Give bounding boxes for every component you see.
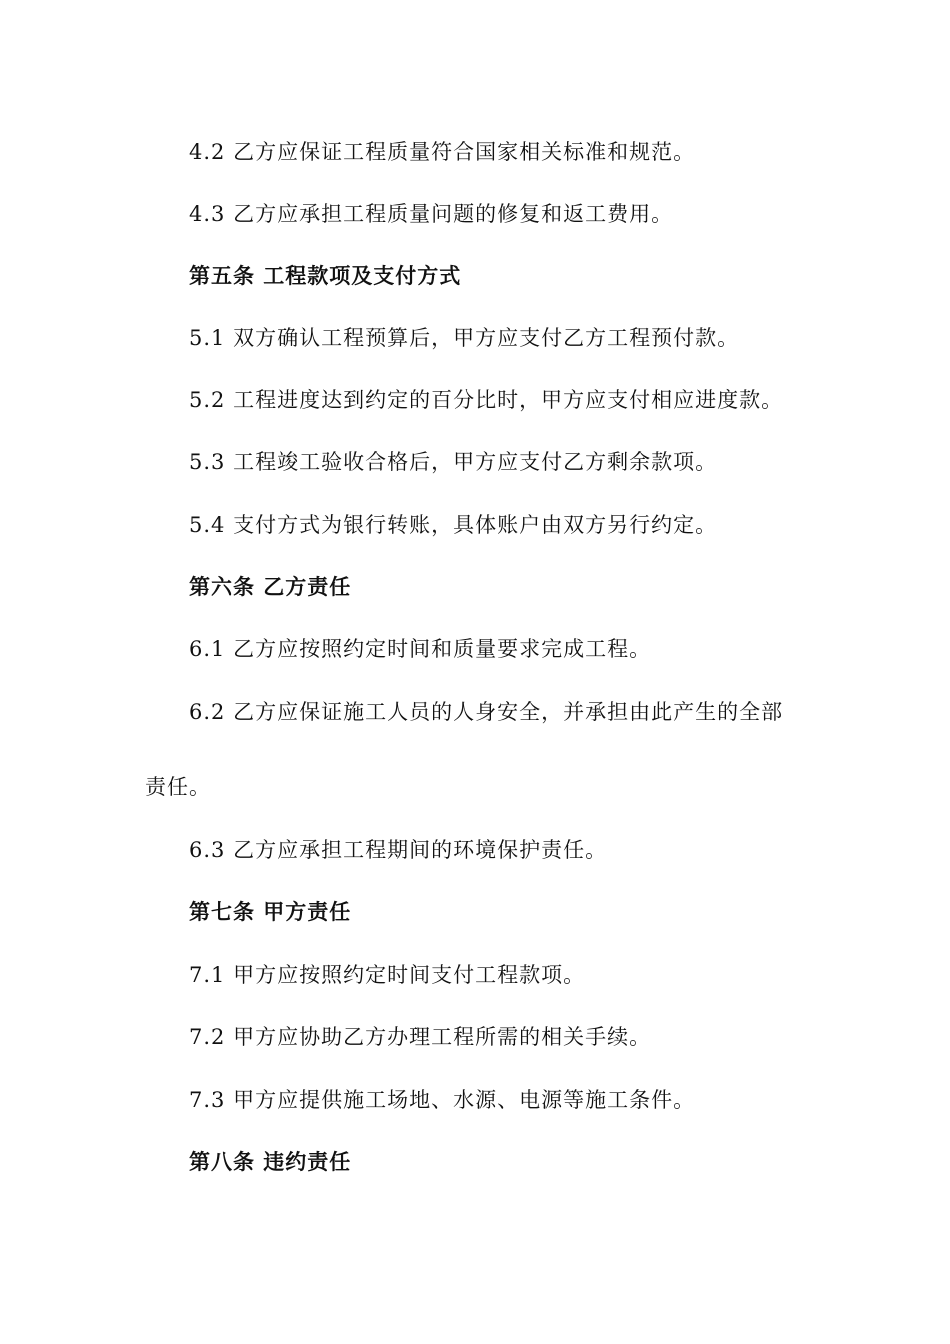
clause-7-1: 7.1 甲方应按照约定时间支付工程款项。	[189, 963, 586, 987]
article-7-heading: 第七条 甲方责任	[189, 899, 352, 924]
clause-5-1: 5.1 双方确认工程预算后，甲方应支付乙方工程预付款。	[189, 326, 740, 350]
clause-5-3: 5.3 工程竣工验收合格后，甲方应支付乙方剩余款项。	[189, 450, 718, 474]
article-6-heading: 第六条 乙方责任	[189, 574, 352, 599]
article-5-heading: 第五条 工程款项及支付方式	[189, 263, 462, 288]
clause-6-2-continuation: 责任。	[145, 775, 211, 799]
clause-7-2: 7.2 甲方应协助乙方办理工程所需的相关手续。	[189, 1025, 652, 1049]
article-8-heading: 第八条 违约责任	[189, 1149, 352, 1174]
clause-7-3: 7.3 甲方应提供施工场地、水源、电源等施工条件。	[189, 1088, 696, 1112]
clause-5-2: 5.2 工程进度达到约定的百分比时，甲方应支付相应进度款。	[189, 388, 784, 412]
clause-6-3: 6.3 乙方应承担工程期间的环境保护责任。	[189, 838, 608, 862]
clause-6-1: 6.1 乙方应按照约定时间和质量要求完成工程。	[189, 637, 652, 661]
clause-6-2: 6.2 乙方应保证施工人员的人身安全，并承担由此产生的全部	[189, 700, 784, 724]
clause-4-2: 4.2 乙方应保证工程质量符合国家相关标准和规范。	[189, 140, 696, 164]
clause-5-4: 5.4 支付方式为银行转账，具体账户由双方另行约定。	[189, 513, 718, 537]
clause-4-3: 4.3 乙方应承担工程质量问题的修复和返工费用。	[189, 202, 674, 226]
